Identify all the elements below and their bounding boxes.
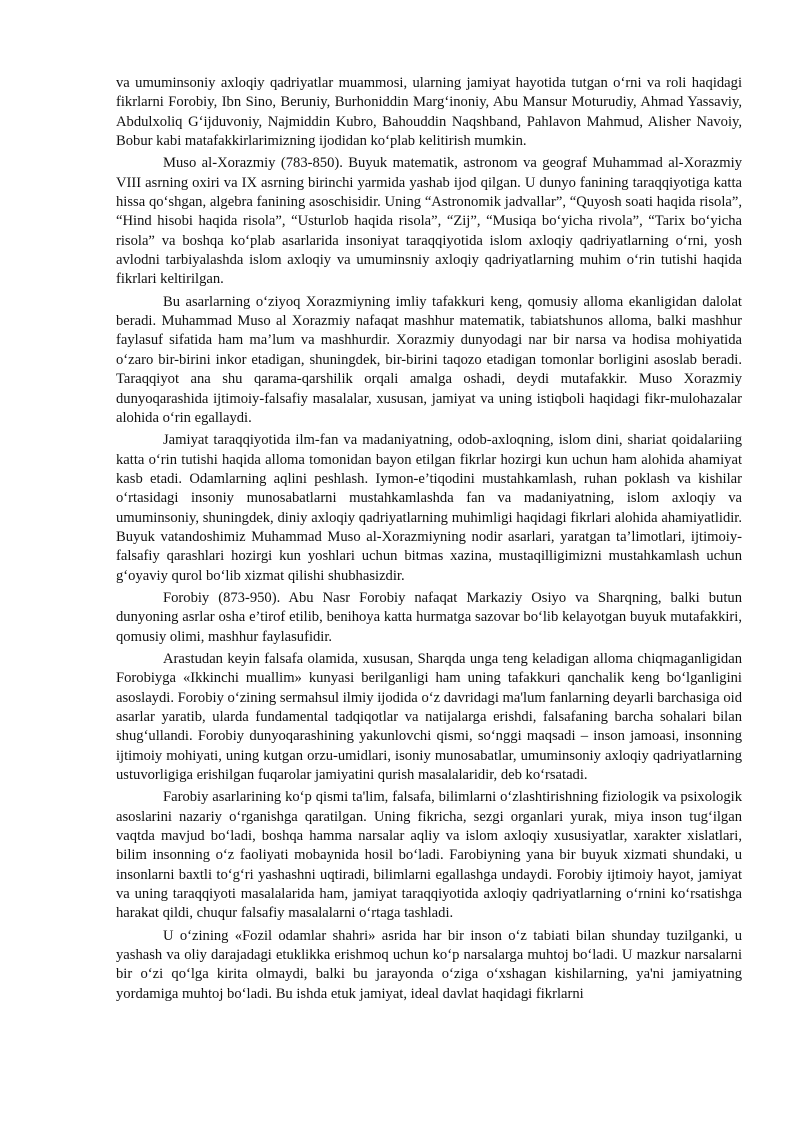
paragraph-forobiy-education: Farobiy asarlarining ko‘p qismi ta'lim, falsafa, bilimlarni o‘zlashtirishning fiziologik va psixologik asoslarini nazariy o‘rganishga qaratilgan. Uning fikricha, sezgi organlari yurak, miya inson tug‘ilgan vaqtda mavjud bo‘ladi, boshqa hamma narsalar aqliy va islom axloqiy xususiyatlar, xarakter xislatlari, bilim insonning o‘z faoliyati mobaynida hosil bo‘ladi. Farobiyning yana bir buyuk xizmati shundaki, u insonlarni baxtli to‘g‘ri yashashni uqtiradi, bilimlarni egallashga undaydi. Forobiy ijtimoiy hayot, jamiyat va uning taraqqiyoti masalalarida ham, jamiyat taraqqiyotida axloqiy qadriyatlarning o‘rnini ko‘rsatishga harakat qildi, chuqur falsafiy masalalarni o‘rtaga tashladi. [116, 789, 742, 922]
paragraph-xorazmiy-works: Bu asarlarning o‘ziyoq Xorazmiyning imliy tafakkuri keng, qomusiy alloma ekanligidan dalolat beradi. Muhammad Muso al Xorazmiy nafaqat mashhur matematik, tabiatshunos alloma, balki mashhur faylasuf sifatida ham ma’lum va mashhurdir. Xorazmiy dunyodagi nar bir narsa va hodisa mohiyatida o‘zaro bir-birini inkor etadigan, shuningdek, bir-birini taqozo etadigan tomonlar borligini asoslab beradi. Taraqqiyot ana shu qarama-qarshilik orqali amalga oshadi, deydi mutafakkir. Muso Xorazmiy dunyoqarashida ijtimoiy-falsafiy masalalar, xususan, jamiyat va uning istiqboli haqidagi fikr-mulohazalar alohida o‘rin egallaydi. [116, 293, 742, 426]
paragraph-intro: va umuminsoniy axloqiy qadriyatlar muammosi, ularning jamiyat hayotida tutgan o‘rni va roli haqidagi fikrlarni Forobiy, Ibn Sino, Beruniy, Burhoniddin Marg‘inoniy, Abu Mansur Moturudiy, Ahmad Yassaviy, Abdulxoliq G‘ijduvoniy, Najmiddin Kubro, Bahouddin Naqshband, Pahlavon Mahmud, Alisher Navoiy, Bobur kabi matafakkirlarimizning ijodidan ko‘plab kelitirish mumkin. [116, 75, 742, 150]
paragraph-xorazmiy-society: Jamiyat taraqqiyotida ilm-fan va madaniyatning, odob-axloqning, islom dini, shariat qoidalariing katta o‘rin tutishi haqida alloma tomonidan bayon etilgan fikrlar hozirgi kun uchun ham alohida ahamiyat kasb etadi. Odamlarning aqlini peshlash. Iymon-e’tiqodini mustahkamlash, ruhan poklash va kishilar o‘rtasidagi insoniy munosabatlarni mustahkamlashda fan va madaniyatning, islom axloqiy va umuminsoniy, shuningdek, diniy axloqiy qadriyatlarning muhimligi haqidagi fikrlari alohida ahamiyatlidir. Buyuk vatandoshimiz Muhammad Muso al-Xorazmiyning nodir asarlari, yaratgan ta’limotlari, ijtimoiy-falsafiy qarashlari hozirgi kun yoshlari uchun bitmas xazina, mustaqilligimizni mustahkamlash uchun g‘oyaviy qurol bo‘lib xizmat qilishi shubhasizdir. [116, 432, 742, 584]
paragraph-xorazmiy-intro: Muso al-Xorazmiy (783-850). Buyuk matematik, astronom va geograf Muhammad al-Xorazmiy VIII asrning oxiri va IX asrning birinchi yarmida yashab ijod qilgan. U dunyo fanining taraqqiyotiga katta hissa qo‘shgan, algebra fanining asoschisidir. Uning “Astronomik jadvallar”, “Quyosh soati haqida risola”, “Hind hisobi haqida risola”, “Usturlob haqida risola”, “Zij”, “Musiqa bo‘yicha rivola”, “Tarix bo‘yicha risola” va boshqa ko‘plab asarlarida insoniyat taraqqiyotida islom axloqiy qadriyatlarning o‘rni, yosh avlodni tarbiyalashda islom axloqiy va umuminsniy axloqiy qadriyatlarning muhim o‘rin tutishi haqida fikrlari keltirilgan. [116, 155, 742, 288]
document-page [116, 74, 742, 1007]
paragraph-fozil-odamlar: U o‘zining «Fozil odamlar shahri» asrida har bir inson o‘z tabiati bilan shunday tuzilganki, u yashash va oliy darajadagi etuklikka erishmoq uchun ko‘p narsalarga muhtoj bo‘ladi. U mazkur narsalarni bir o‘zi qo‘lga kirita olmaydi, balki bu jarayonda o‘ziga o‘xshagan kishilarning, ya'ni jamiyatning yordamiga muhtoj bo‘ladi. Bu ishda etuk jamiyat, ideal davlat haqidagi fikrlarni [116, 927, 742, 1002]
paragraph-forobiy-intro: Forobiy (873-950). Abu Nasr Forobiy nafaqat Markaziy Osiyo va Sharqning, balki butun dunyoning asrlar osha e’tirof etilib, benihoya katta hurmatga sazovar bo‘lib kelayotgan buyuk mutafakkiri, qomusiy olimi, mashhur faylasufidir. [116, 589, 742, 645]
paragraph-forobiy-second-teacher: Arastudan keyin falsafa olamida, xususan, Sharqda unga teng keladigan alloma chiqmaganligidan Forobiyga «Ikkinchi muallim» kunyasi berilganligi ham uning tafakkuri qanchalik keng bo‘lganligini asoslaydi. Forobiy o‘zining sermahsul ilmiy ijodida o‘z davridagi ma'lum fanlarning deyarli barchasiga oid asarlar yaratib, ularda fundamental tadqiqotlar va natijalarga erishdi, falsafaning barcha sohalari bilan shug‘ullandi. Forobiy dunyoqarashining yakunlovchi qismi, so‘nggi maqsadi – inson jamoasi, insonning ijtimoiy mohiyati, uning kutgan orzu-umidlari, isoniy munosabatlar, umuminsoniy axloqiy qadriyatlarning ustuvorligiga erishilgan fuqarolar jamiyatini qurish masalalaridir, deb ko‘rsatadi. [116, 650, 742, 784]
